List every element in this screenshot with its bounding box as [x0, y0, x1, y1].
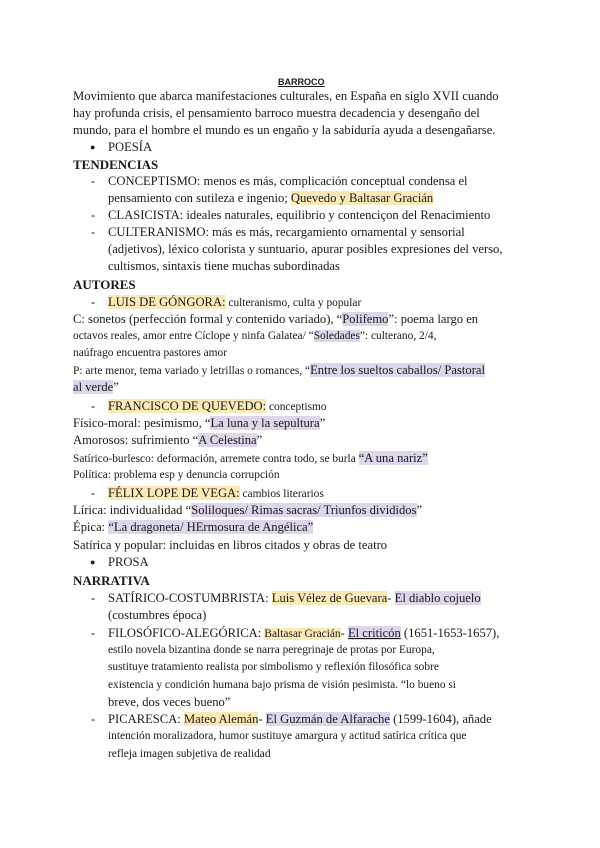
gongora-p-line-2 — [73, 379, 119, 396]
culteranismo-line-2: (adjetivos), léxico colorista y suntuario, apurar posibles expresiones del verso, — [108, 242, 503, 256]
text-run: ” — [416, 503, 423, 517]
lope-header — [108, 485, 324, 502]
quevedo-line-1 — [73, 415, 325, 432]
gongora-p-line-1 — [73, 362, 485, 379]
filosofico-line-4: existencia y condición humana bajo prisma de visión pesimista. “lo bueno si — [108, 679, 456, 691]
filosofico-line-1 — [108, 625, 499, 642]
intro-line-2: hay profunda crisis, el pensamiento barroco muestra decadencia y desengaño del — [73, 106, 480, 120]
work-polifemo: Polifemo — [342, 312, 389, 326]
clasicista-line: CLASICISTA: ideales naturales, equilibrio y contenciçon del Renacimiento — [108, 208, 491, 222]
quevedo-line-3 — [73, 450, 428, 467]
text-run: ” — [256, 433, 263, 447]
filosofico-line-5: breve, dos veces bueno” — [108, 695, 231, 709]
satirico-author: Luis Vélez de Guevara — [271, 591, 388, 605]
text-run: ”: poema largo en — [388, 312, 479, 326]
text-run: (1599-1604), añade — [389, 712, 492, 726]
work-entre-los-sueltos: Entre los sueltos caballos/ Pastoral — [310, 363, 485, 377]
dash-gongora: - — [91, 295, 96, 309]
intro-line-3: mundo, para el hombre el mundo es un engaño y la sabiduría ayuda a desengañarse. — [73, 123, 496, 137]
quevedo-line-2 — [73, 432, 262, 449]
text-run: - — [340, 626, 348, 640]
text-run: octavos reales, amor entre Cíclope y ninfa Galatea/ “ — [73, 330, 314, 342]
culteranismo-line-1: CULTERANISMO: más es más, recargamiento ornamental y sensorial — [108, 225, 465, 239]
section-poesia: POESÍA — [108, 140, 153, 154]
quevedo-desc: conceptismo — [266, 401, 327, 413]
filosofico-author: Baltasar Gracián — [264, 628, 341, 640]
text-run: ”: culterano, 2/4, — [359, 330, 437, 342]
dash-culteranismo: - — [91, 225, 96, 239]
text-run: FILOSÓFICO-ALEGÓRICA: — [108, 626, 265, 640]
text-run: Amorosos: sufrimiento “ — [73, 433, 199, 447]
satirico-line-1 — [108, 590, 481, 607]
text-run: P: arte menor, tema variado y letrillas o romances, “ — [73, 365, 311, 377]
heading-narrativa: NARRATIVA — [73, 573, 150, 588]
dash-lope: - — [91, 486, 96, 500]
filosofico-line-2: estilo novela bizantina donde se narra peregrinaje de protas por Europa, — [108, 644, 435, 656]
dash-satirico: - — [91, 591, 96, 605]
gongora-c-line-1 — [73, 311, 478, 328]
bullet-prosa: ● — [90, 557, 96, 567]
picaresca-line-1 — [108, 711, 492, 728]
dash-picaresca: - — [91, 712, 96, 726]
dash-clasicista: - — [91, 208, 96, 222]
work-la-luna: La luna y la sepultura — [210, 416, 320, 430]
lope-name: FÉLIX LOPE DE VEGA: — [108, 486, 240, 500]
dash-filosofico: - — [91, 626, 96, 640]
heading-autores: AUTORES — [73, 277, 136, 292]
lope-line-1 — [73, 502, 422, 519]
text-run: Lírica: individualidad “ — [73, 503, 192, 517]
lope-line-3: Satírica y popular: incluidas en libros citados y obras de teatro — [73, 538, 388, 552]
picaresca-author: Mateo Alemán — [183, 712, 259, 726]
bullet-poesia: ● — [90, 142, 96, 152]
text-run: - — [387, 591, 395, 605]
work-a-una-nariz: “A una nariz” — [358, 451, 428, 465]
intro-line-1: Movimiento que abarca manifestaciones culturales, en España en siglo XVII cuando — [73, 89, 499, 103]
text-run: ” — [319, 416, 326, 430]
text-run: C: sonetos (perfección formal y contenido variado), “ — [73, 312, 343, 326]
quevedo-header — [108, 398, 327, 415]
work-soledades: Soledades — [313, 330, 360, 342]
gongora-c-line-2 — [73, 328, 436, 345]
work-la-dragoneta: “La dragoneta/ HErmosura de Angélica” — [108, 520, 314, 534]
filosofico-line-3: sustituye tratamiento realista por simbolismo y reflexión filosófica sobre — [108, 661, 439, 673]
dash-quevedo: - — [91, 399, 96, 413]
filosofico-work: El criticón — [347, 626, 401, 640]
work-a-celestina: A Celestina — [198, 433, 257, 447]
quevedo-name: FRANCISCO DE QUEVEDO: — [108, 399, 267, 413]
text-run: ” — [113, 380, 119, 394]
text-run: Épica: — [73, 520, 109, 534]
satirico-line-2: (costumbres época) — [108, 608, 207, 622]
quevedo-line-4: Política: problema esp y denuncia corrupción — [73, 469, 280, 481]
conceptismo-text: pensamiento con sutileza e ingenio; — [108, 191, 291, 205]
conceptismo-line-1: CONCEPTISMO: menos es más, complicación conceptual condensa el — [108, 174, 468, 188]
text-run: - — [258, 712, 266, 726]
lope-desc: cambios literarios — [239, 488, 324, 500]
page-title: BARROCO — [278, 77, 325, 87]
conceptismo-line-2 — [108, 190, 433, 207]
dash-conceptismo: - — [91, 174, 96, 188]
gongora-c-line-3: naúfrago encuentra pastores amor — [73, 347, 228, 359]
text-run: (1651-1653-1657), — [400, 626, 500, 640]
section-prosa: PROSA — [108, 555, 149, 569]
text-run: Satírico-burlesco: deformación, arremete contra todo, se burla — [73, 453, 359, 465]
text-run: PICARESCA: — [108, 712, 184, 726]
satirico-work: El diablo cojuelo — [394, 591, 481, 605]
text-run: SATÍRICO-COSTUMBRISTA: — [108, 591, 272, 605]
culteranismo-line-3: cultismos, sintaxis tiene muchas subordinadas — [108, 259, 340, 273]
work-al-verde: al verde — [73, 380, 114, 394]
gongora-header — [108, 294, 361, 311]
text-run: Físico-moral: pesimismo, “ — [73, 416, 211, 430]
gongora-desc: culteranismo, culta y popular — [225, 297, 362, 309]
picaresca-line-3: refleja imagen subjetiva de realidad — [108, 748, 271, 760]
heading-tendencias: TENDENCIAS — [73, 157, 159, 172]
conceptismo-authors: Quevedo y Baltasar Gracián — [290, 191, 434, 205]
gongora-name: LUIS DE GÓNGORA: — [108, 295, 226, 309]
work-soliloques: Soliloques/ Rimas sacras/ Triunfos divididos — [191, 503, 417, 517]
lope-line-2 — [73, 519, 313, 536]
picaresca-work: El Guzmán de Alfarache — [265, 712, 390, 726]
picaresca-line-2: intención moralizadora, humor sustituye amargura y actitud satírica crítica que — [108, 730, 467, 742]
